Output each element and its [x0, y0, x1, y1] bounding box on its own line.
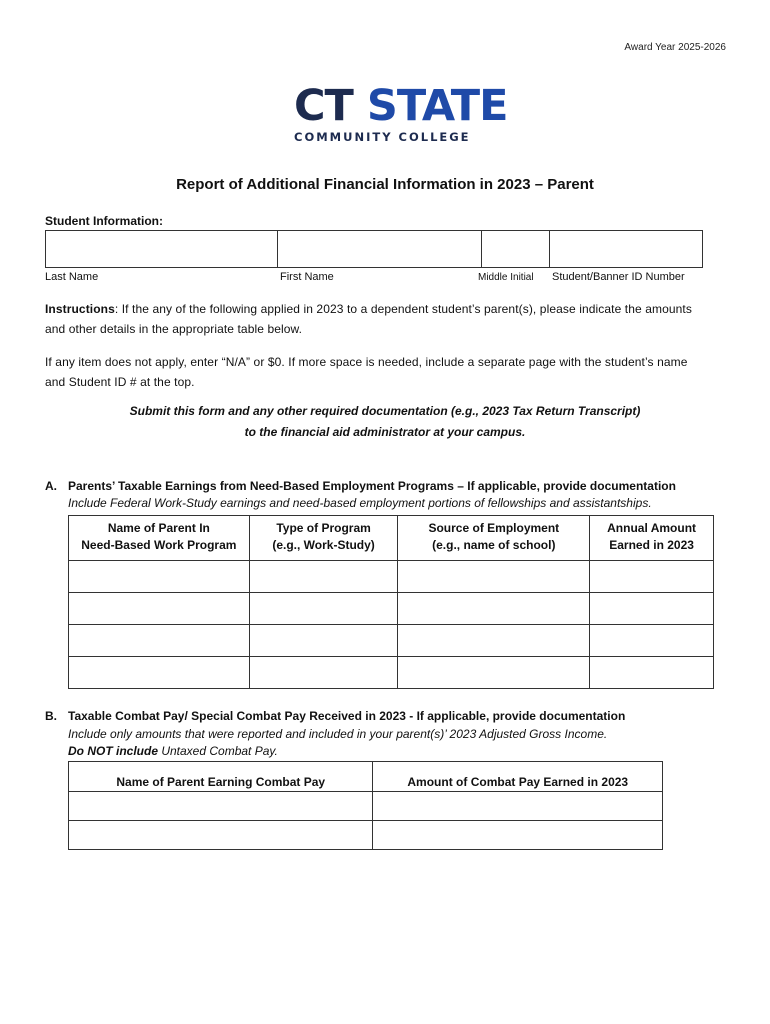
page-title: Report of Additional Financial Information in 2023 – Parent — [176, 176, 594, 193]
instructions-paragraph: Instructions: If the any of the following applied in 2023 to a dependent student’s parent(s), please indicate the amounts and other details in the appropriate table below. — [45, 302, 692, 336]
middle-initial-field[interactable] — [481, 230, 550, 268]
table-row — [69, 821, 663, 850]
section-a-heading: Parents’ Taxable Earnings from Need-Based Employment Programs – If applicable, provide documentation — [68, 479, 676, 493]
section-a-table — [68, 515, 714, 689]
table-cell[interactable] — [398, 593, 590, 625]
table-cell[interactable] — [398, 625, 590, 657]
column-header: Name of Parent Earning Combat Pay — [69, 762, 373, 792]
table-row — [69, 593, 714, 625]
column-header: Name of Parent In Need-Based Work Program — [69, 516, 250, 561]
table-cell[interactable] — [373, 821, 663, 850]
college-logo: CT STATE COMMUNITY COLLEGE — [294, 81, 508, 144]
column-header: Annual Amount Earned in 2023 — [590, 516, 714, 561]
student-info-heading: Student Information: — [45, 214, 163, 228]
student-id-field[interactable] — [549, 230, 703, 268]
table-cell[interactable] — [249, 593, 398, 625]
last-name-field[interactable] — [45, 230, 278, 268]
table-cell[interactable] — [590, 625, 714, 657]
column-header: Amount of Combat Pay Earned in 2023 — [373, 762, 663, 792]
section-b-table — [68, 761, 663, 850]
student-id-label: Student/Banner ID Number — [552, 271, 685, 283]
instructions-label: Instructions — [45, 302, 115, 316]
table-row — [69, 657, 714, 689]
column-header: Source of Employment (e.g., name of school) — [398, 516, 590, 561]
column-header: Type of Program (e.g., Work-Study) — [249, 516, 398, 561]
table-cell[interactable] — [249, 657, 398, 689]
table-cell[interactable] — [69, 657, 250, 689]
table-cell[interactable] — [69, 821, 373, 850]
table-cell[interactable] — [69, 792, 373, 821]
table-cell[interactable] — [398, 657, 590, 689]
middle-initial-label: Middle Initial — [478, 272, 534, 283]
table-cell[interactable] — [249, 625, 398, 657]
section-b-subheading: Include only amounts that were reported and included in your parent(s)’ 2023 Adjusted Gross Income. — [68, 727, 608, 741]
table-cell[interactable] — [249, 561, 398, 593]
table-cell[interactable] — [590, 657, 714, 689]
section-a-subheading: Include Federal Work-Study earnings and need-based employment portions of fellowships and assistantships. — [68, 496, 652, 510]
table-cell[interactable] — [590, 561, 714, 593]
table-cell[interactable] — [69, 561, 250, 593]
first-name-label: First Name — [280, 271, 334, 283]
section-b-note: Do NOT include Untaxed Combat Pay. — [68, 744, 278, 758]
na-instructions: If any item does not apply, enter “N/A” or $0. If more space is needed, include a separate page with the student’s name and Student ID # at the top. — [45, 355, 688, 389]
first-name-field[interactable] — [277, 230, 482, 268]
section-b-marker: B. — [45, 709, 57, 723]
table-row — [69, 561, 714, 593]
submit-instructions: Submit this form and any other required documentation (e.g., 2023 Tax Return Transcript) to the financial aid administrator at your campus. — [129, 404, 641, 439]
table-row — [69, 625, 714, 657]
table-cell[interactable] — [590, 593, 714, 625]
table-cell[interactable] — [69, 593, 250, 625]
table-cell[interactable] — [398, 561, 590, 593]
award-year: Award Year 2025-2026 — [624, 42, 726, 53]
table-cell[interactable] — [69, 625, 250, 657]
table-row — [69, 792, 663, 821]
section-a-marker: A. — [45, 479, 57, 493]
table-cell[interactable] — [373, 792, 663, 821]
last-name-label: Last Name — [45, 271, 99, 283]
section-b-heading: Taxable Combat Pay/ Special Combat Pay Received in 2023 - If applicable, provide documentation — [68, 709, 626, 723]
